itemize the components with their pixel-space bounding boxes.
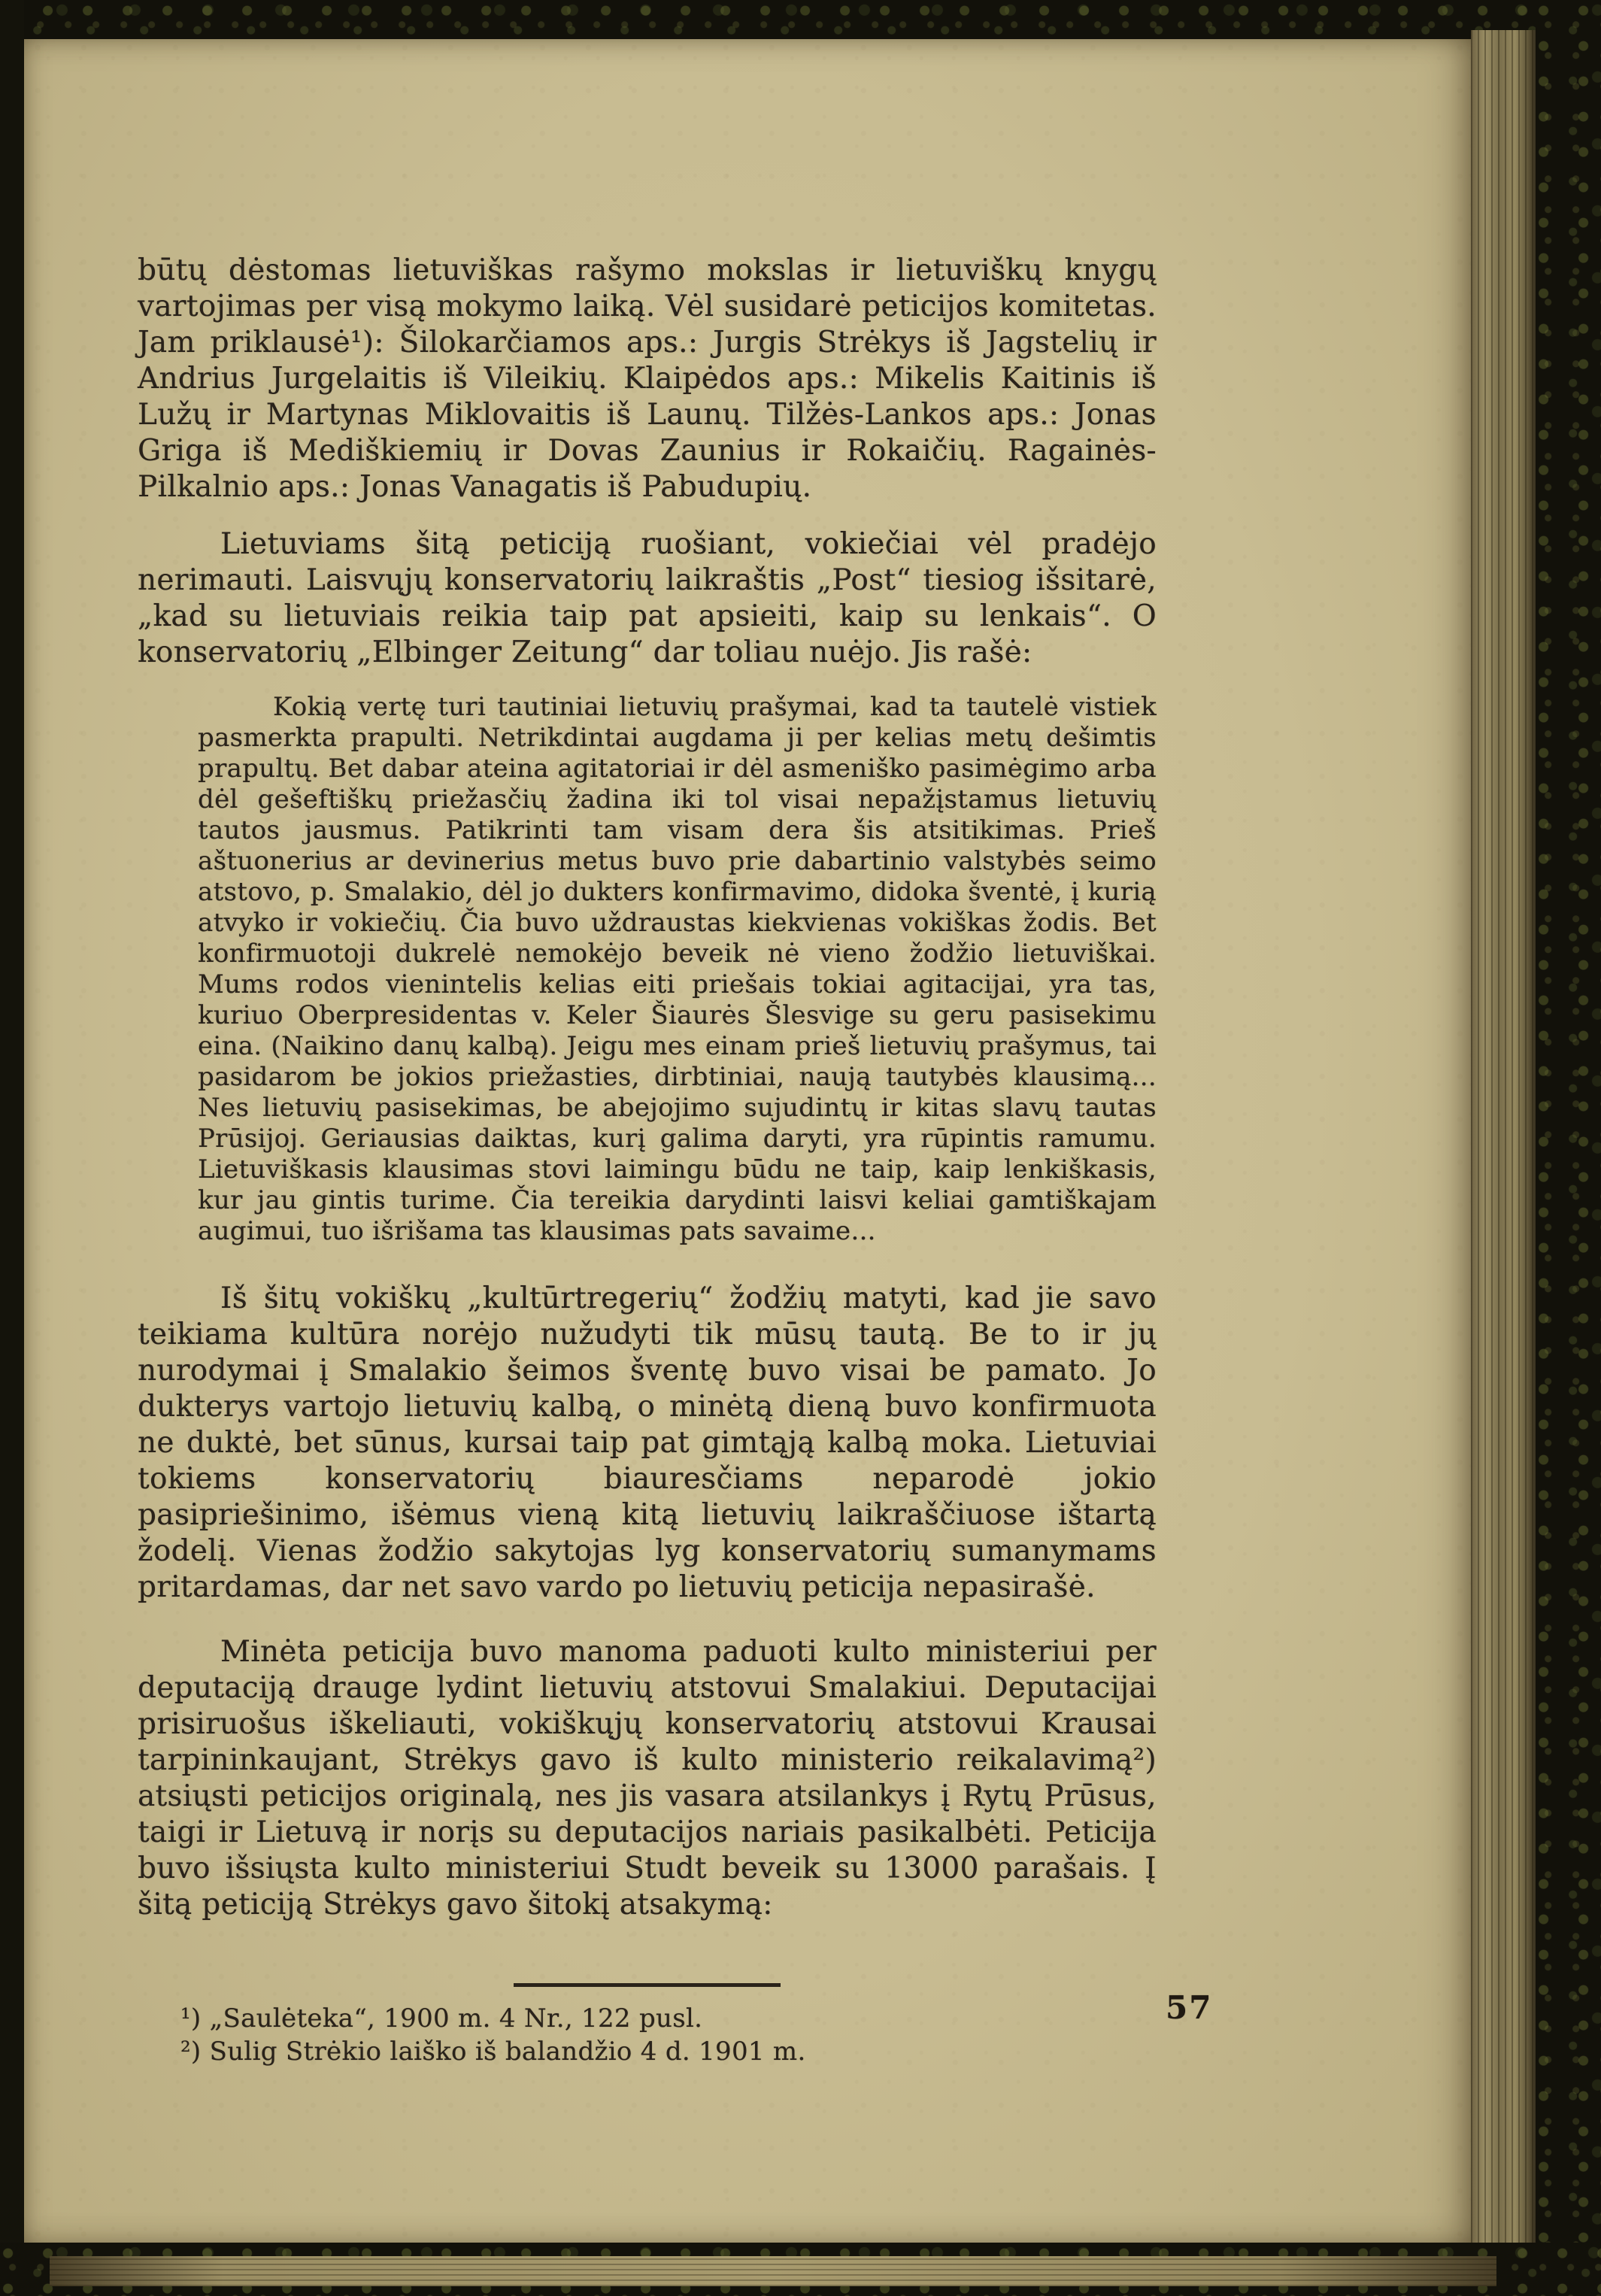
footnote-2: ²) Sulig Strėkio laiško iš balandžio 4 d. 1901 m.: [180, 2036, 806, 2067]
page-number: 57: [1166, 1989, 1213, 2026]
footnote-separator: [514, 1983, 781, 1987]
paragraph-2: Lietuviams šitą peticiją ruošiant, vokiečiai vėl pradėjo nerimauti. Laisvųjų konservatorių laikraštis „Post“ tiesiog išsitarė, „kad su lietuviais reikia taip pat apsieiti, kaip su lenkais“. O konservatorių „Elbinger Zeitung“ dar toliau nuėjo. Jis rašė:: [138, 527, 1157, 669]
paragraph-continuation: būtų dėstomas lietuviškas rašymo mokslas ir lietuviškų knygų vartojimas per visą mokymo laiką. Vėl susidarė peticijos komitetas. Jam priklausė¹): Šilokarčiamos aps.: Jurgis Strėkys iš Jagstelių ir Andrius Jurgelaitis iš Vileikių. Klaipėdos aps.: Mikelis Kaitinis iš Lužų ir Martynas Miklovaitis iš Launų. Tilžės-Lankos aps.: Jonas Griga iš Mediškiemių ir Dovas Zaunius ir Rokaičių. Ragainės-Pilkalnio aps.: Jonas Vanagatis iš Pabudupių.: [138, 253, 1157, 504]
book-cover-right: [1536, 0, 1601, 2296]
book-page-edges-right: [1471, 30, 1536, 2267]
press-quote-block: Kokią vertę turi tautiniai lietuvių prašymai, kad ta tautelė vistiek pasmerkta prapulti. Netrikdintai augdama ji per kelias metų dešimtis prapultų. Bet dabar ateina agitatoriai ir dėl asmeniško pasimėgimo arba dėl gešeftiškų priežasčių žadina iki tol visai nepažįstamus lietuvių tautos jausmus. Patikrinti tam visam dera šis atsitikimas. Prieš aštuonerius ar devinerius metus buvo prie dabartinio valstybės seimo atstovo, p. Smalakio, dėl jo dukters konfirmavimo, didoka šventė, į kurią atvyko ir vokiečių. Čia buvo uždraustas kiekvienas vokiškas žodis. Bet konfirmuotoji dukrelė nemokėjo beveik nė vieno žodžio lietuviškai. Mums rodos vienintelis kelias eiti priešais tokiai agitacijai, yra tas, kuriuo Oberpresidentas v. Keler Šiaurės Šlesvige su geru pasisekimu eina. (Naikino danų kalbą). Jeigu mes einam prieš lietuvių prašymus, tai pasidarom be jokios priežasties, dirbtiniai, naują tautybės klausimą... Nes lietuvių pasisekimas, be abejojimo sujudintų ir kitas slavų tautas Prūsijoj. Geriausias daiktas, kurį galima daryti, yra rūpintis ramumu. Lietuviškasis klausimas stovi laimingu būdu ne taip, kaip lenkiškasis, kur jau gintis turime. Čia tereikia darydinti laisvi keliai gamtiškajam augimui, tuo išrišama tas klausimas pats savaime...: [198, 692, 1157, 1246]
book-cover-top-edge: [0, 0, 1601, 44]
book-cover-left-edge: [0, 0, 24, 2296]
book-page-edges-bottom: [50, 2256, 1496, 2286]
footnote-1: ¹) „Saulėteka“, 1900 m. 4 Nr., 122 pusl.: [180, 2003, 703, 2034]
text-block: [138, 253, 1157, 2068]
paragraph-4: Minėta peticija buvo manoma paduoti kulto ministeriui per deputaciją drauge lydint lietuvių atstovui Smalakiui. Deputacijai prisiruošus iškeliauti, vokiškųjų konservatorių atstovui Krausai tarpininkaujant, Strėkys gavo iš kulto ministerio reikalavimą²) atsiųsti peticijos originalą, nes jis vasara atsilankys į Rytų Prūsus, taigi ir Lietuvą ir norįs su deputacijos nariais pasikalbėti. Peticija buvo išsiųsta kulto ministeriui Studt beveik su 13000 parašais. Į šitą peticiją Strėkys gavo šitokį atsakymą:: [138, 1635, 1157, 1921]
paragraph-3: Iš šitų vokiškų „kultūrtregerių“ žodžių matyti, kad jie savo teikiama kultūra norėjo nužudyti tik mūsų tautą. Be to ir jų nurodymai į Smalakio šeimos šventę buvo visai be pamato. Jo dukterys vartojo lietuvių kalbą, o minėtą dieną buvo konfirmuota ne duktė, bet sūnus, kursai taip pat gimtąją kalbą moka. Lietuviai tokiems konservatorių biauresčiams neparodė jokio pasipriešinimo, išėmus vieną kitą lietuvių laikraščiuose ištartą žodelį. Vienas žodžio sakytojas lyg konservatorių sumanymams pritardamas, dar net savo vardo po lietuvių peticija nepasirašė.: [138, 1281, 1157, 1604]
